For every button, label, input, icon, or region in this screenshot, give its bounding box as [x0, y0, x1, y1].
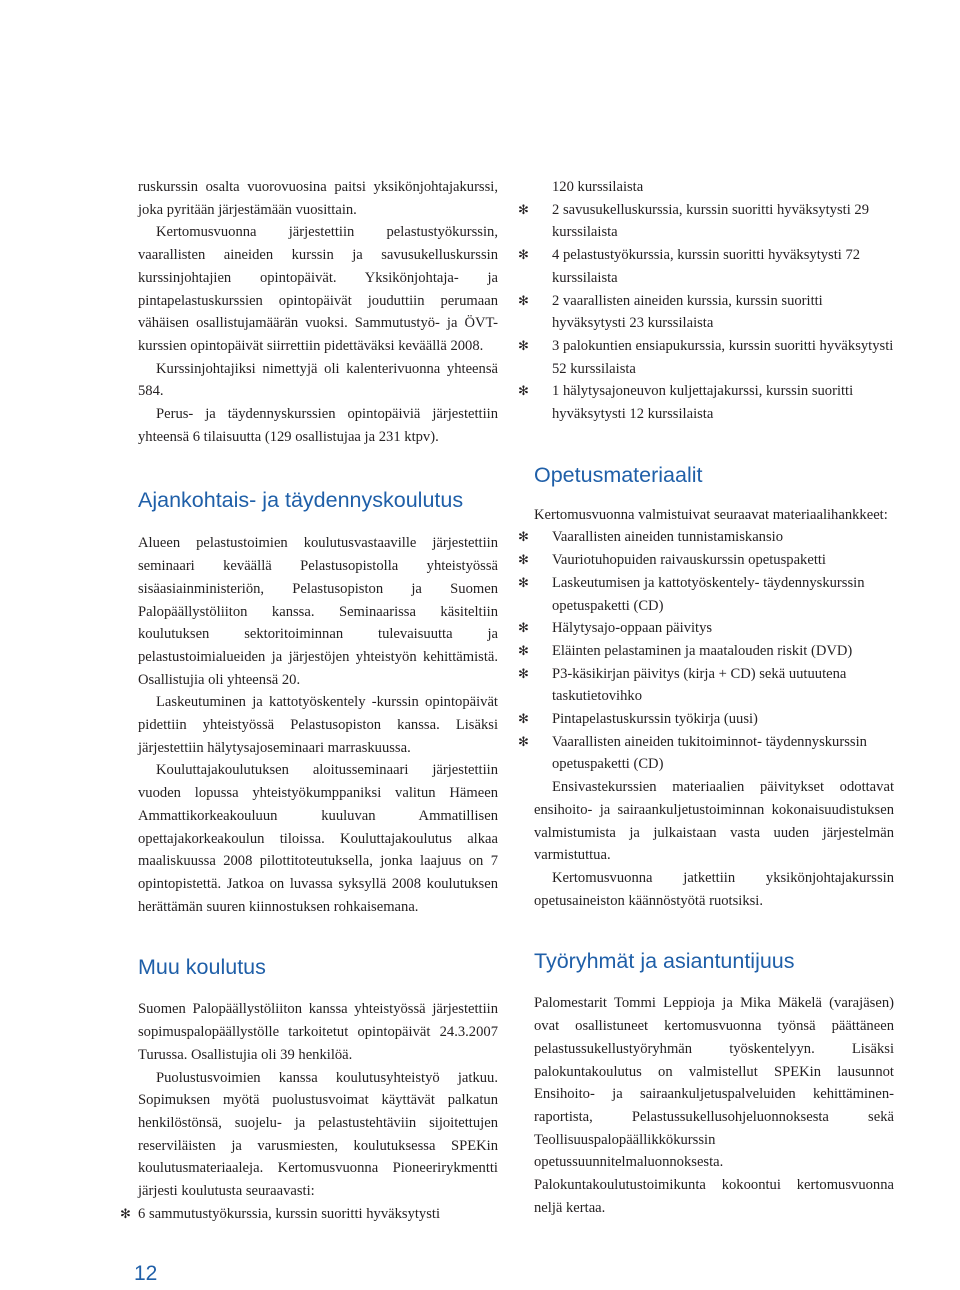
asterisk-bullet-icon: ✻	[518, 383, 529, 399]
asterisk-bullet-icon: ✻	[518, 247, 529, 263]
paragraph: Kouluttajakoulutuksen aloitusseminaari järjestettiin vuoden lopussa yhteistyökumppaniksi valitun Hämeen Ammattikorkeakouluun kuuluvan Ammatillisen opettajakorkeakoulun tiloissa. Kouluttajakoulutus alkaa maaliskuussa 2008 pilottitoteutuksella, jonka laajuus on 7 opintopistettä. Jatkoa on luvassa syksyllä 2008 koulutuksen herättämän suuren kiinnostuksen rohkaisemana.	[138, 762, 498, 915]
asterisk-bullet-icon: ✻	[518, 201, 529, 217]
section-heading-other-training: Muu koulutus	[138, 955, 266, 980]
paragraph: Palokuntakoulutustoimikunta kokoontui kertomusvuonna neljä kertaa.	[534, 1177, 894, 1216]
paragraph: Alueen pelastustoimien koulutusvastaaville järjestettiin seminaari keväällä Pelastusopistolla yhteistyössä sisäasiainministeriön, Pelastusopiston ja Suomen Palopäällystöliiton kanssa. Seminaarissa käsiteltiin koulutuksen sektoritoiminnan tulevaisuutta ja pelastustoimialueiden ja järjestöjen yhteistyön kehittämistä. Osallistujia oli yhteensä 20.	[138, 535, 498, 688]
asterisk-bullet-icon: ✻	[518, 665, 529, 681]
list-item: ✻ Hälytysajo-oppaan päivitys	[534, 617, 894, 640]
asterisk-bullet-icon: ✻	[518, 529, 529, 545]
list-item: ✻ Vaarallisten aineiden tunnistamiskansio	[534, 526, 894, 549]
list-item: ✻ 2 savusukelluskurssia, kurssin suoritti hyväksytysti 29 kurssilaista	[534, 199, 894, 244]
paragraph: Kertomusvuonna jatkettiin yksikönjohtajakurssin opetusaineiston käännöstyötä ruotsiksi.	[534, 869, 894, 909]
list-item: ✻ 1 hälytysajoneuvon kuljettajakurssi, kurssin suoritti hyväksytysti 12 kurssilaista	[534, 380, 894, 425]
paragraph: Kurssinjohtajiksi nimettyjä oli kalenterivuonna yhteensä 584.	[138, 360, 498, 400]
section-heading-current-training: Ajankohtais- ja täydennyskoulutus	[138, 488, 464, 513]
training-list	[120, 1203, 498, 1226]
left-column	[120, 176, 498, 1225]
section-heading-teaching-materials: Opetusmateriaalit	[534, 462, 703, 487]
asterisk-bullet-icon: ✻	[518, 292, 529, 308]
paragraph: ruskurssin osalta vuorovuosina paitsi yksikönjohtajakurssi, joka pyritään järjestämään vuosittain.	[138, 179, 498, 218]
materials-list	[518, 526, 894, 776]
list-item: ✻ 4 pelastustyökurssia, kurssin suoritti hyväksytysti 72 kurssilaista	[534, 244, 894, 289]
list-item: ✻ Laskeutumisen ja kattotyöskentely- täydennyskurssin opetuspaketti (CD)	[534, 572, 894, 617]
asterisk-bullet-icon: ✻	[518, 574, 529, 590]
paragraph: Palomestarit Tommi Leppioja ja Mika Mäkelä (varajäsen) ovat osallistuneet kertomusvuonna työnsä päättäneen pelastussukellustyöryhmän työskentelyyn. Lisäksi palokuntakoulutus on valmistellut SPEKin lausunnot Ensihoito- ja sairaankuljetuspalveluiden kehittäminen- raportista, Pelastussukellusohjeluonnoksesta sekä Teollisuuspalopäällikkökurssin opetussuunnitelmaluonnoksesta.	[534, 995, 894, 1171]
list-item: ✻ Pintapelastuskurssin työkirja (uusi)	[534, 708, 894, 731]
asterisk-bullet-icon: ✻	[518, 642, 529, 658]
course-results-list	[518, 199, 894, 426]
section-heading-working-groups: Työryhmät ja asiantuntijuus	[534, 949, 795, 974]
list-item: ✻ 2 vaarallisten aineiden kurssia, kurssin suoritti hyväksytysti 23 kurssilaista	[534, 290, 894, 335]
paragraph: Puolustusvoimien kanssa koulutusyhteistyö jatkuu. Sopimuksen myötä puolustusvoimat käyttävät palkatun henkilöstönsä, suojelu- ja pelastustehtäviin sijoitettujen reserviläisten ja varusmiesten, koulutuksessa SPEKin koulutusmateriaaleja. Kertomusvuonna Pioneerirykmentti järjesti koulutusta seuraavasti:	[138, 1069, 498, 1200]
paragraph: Perus- ja täydennyskurssien opintopäiviä järjestettiin yhteensä 6 tilaisuutta (129 osallistujaa ja 231 ktpv).	[138, 406, 498, 445]
list-item: ✻ 3 palokuntien ensiapukurssia, kurssin suoritti hyväksytysti 52 kurssilaista	[534, 335, 894, 380]
right-column	[518, 176, 894, 1219]
asterisk-bullet-icon: ✻	[518, 620, 529, 636]
paragraph: Suomen Palopäällystöliiton kanssa yhteistyössä järjestettiin sopimuspalopäällystölle tarkoitetut opintopäivät 24.3.2007 Turussa. Osallistujia oli 39 henkilöä.	[138, 1001, 498, 1063]
asterisk-bullet-icon: ✻	[518, 711, 529, 727]
paragraph: Kertomusvuonna järjestettiin pelastustyökurssin, vaarallisten aineiden kurssin ja savusukelluskurssin kurssinjohtajien opintopäivät. Yksikönjohtaja- ja pintapelastuskurssien opintopäivät jouduttiin perumaan vähäisen osallistujamäärän vuoksi. Sammutustyö- ja ÖVT- kurssien opintopäivät siirrettiin pidettäväksi keväällä 2008.	[138, 224, 498, 354]
list-item: ✻ Eläinten pelastaminen ja maatalouden riskit (DVD)	[534, 640, 894, 663]
asterisk-bullet-icon: ✻	[518, 337, 529, 353]
paragraph: 120 kurssilaista	[552, 179, 644, 195]
paragraph: Kertomusvuonna valmistuivat seuraavat materiaalihankkeet:	[534, 506, 888, 523]
list-item: ✻ 6 sammutustyökurssia, kurssin suoritti hyväksytysti	[120, 1203, 498, 1226]
page-number: 12	[134, 1262, 158, 1285]
paragraph: Laskeutuminen ja kattotyöskentely -kurssin opintopäivät pidettiin yhteistyössä Pelastusopiston kanssa. Lisäksi järjestettiin hälytysajoseminaari marraskuussa.	[138, 694, 498, 756]
asterisk-bullet-icon: ✻	[518, 733, 529, 749]
list-item: ✻ Vaarallisten aineiden tukitoiminnot- täydennyskurssin opetuspaketti (CD)	[534, 731, 894, 776]
paragraph: Ensivastekurssien materiaalien päivitykset odottavat ensihoito- ja sairaankuljetustoiminnan kokonaisuudistuksen valmistumista ja julkaistaan vasta uuden järjestelmän varmistuttua.	[534, 779, 894, 864]
asterisk-bullet-icon: ✻	[120, 1205, 131, 1221]
asterisk-bullet-icon: ✻	[518, 552, 529, 568]
list-item: ✻ P3-käsikirjan päivitys (kirja + CD) sekä uutuutena taskutietovihko	[534, 663, 894, 708]
list-item: ✻ Vauriotuhopuiden raivauskurssin opetuspaketti	[534, 549, 894, 572]
